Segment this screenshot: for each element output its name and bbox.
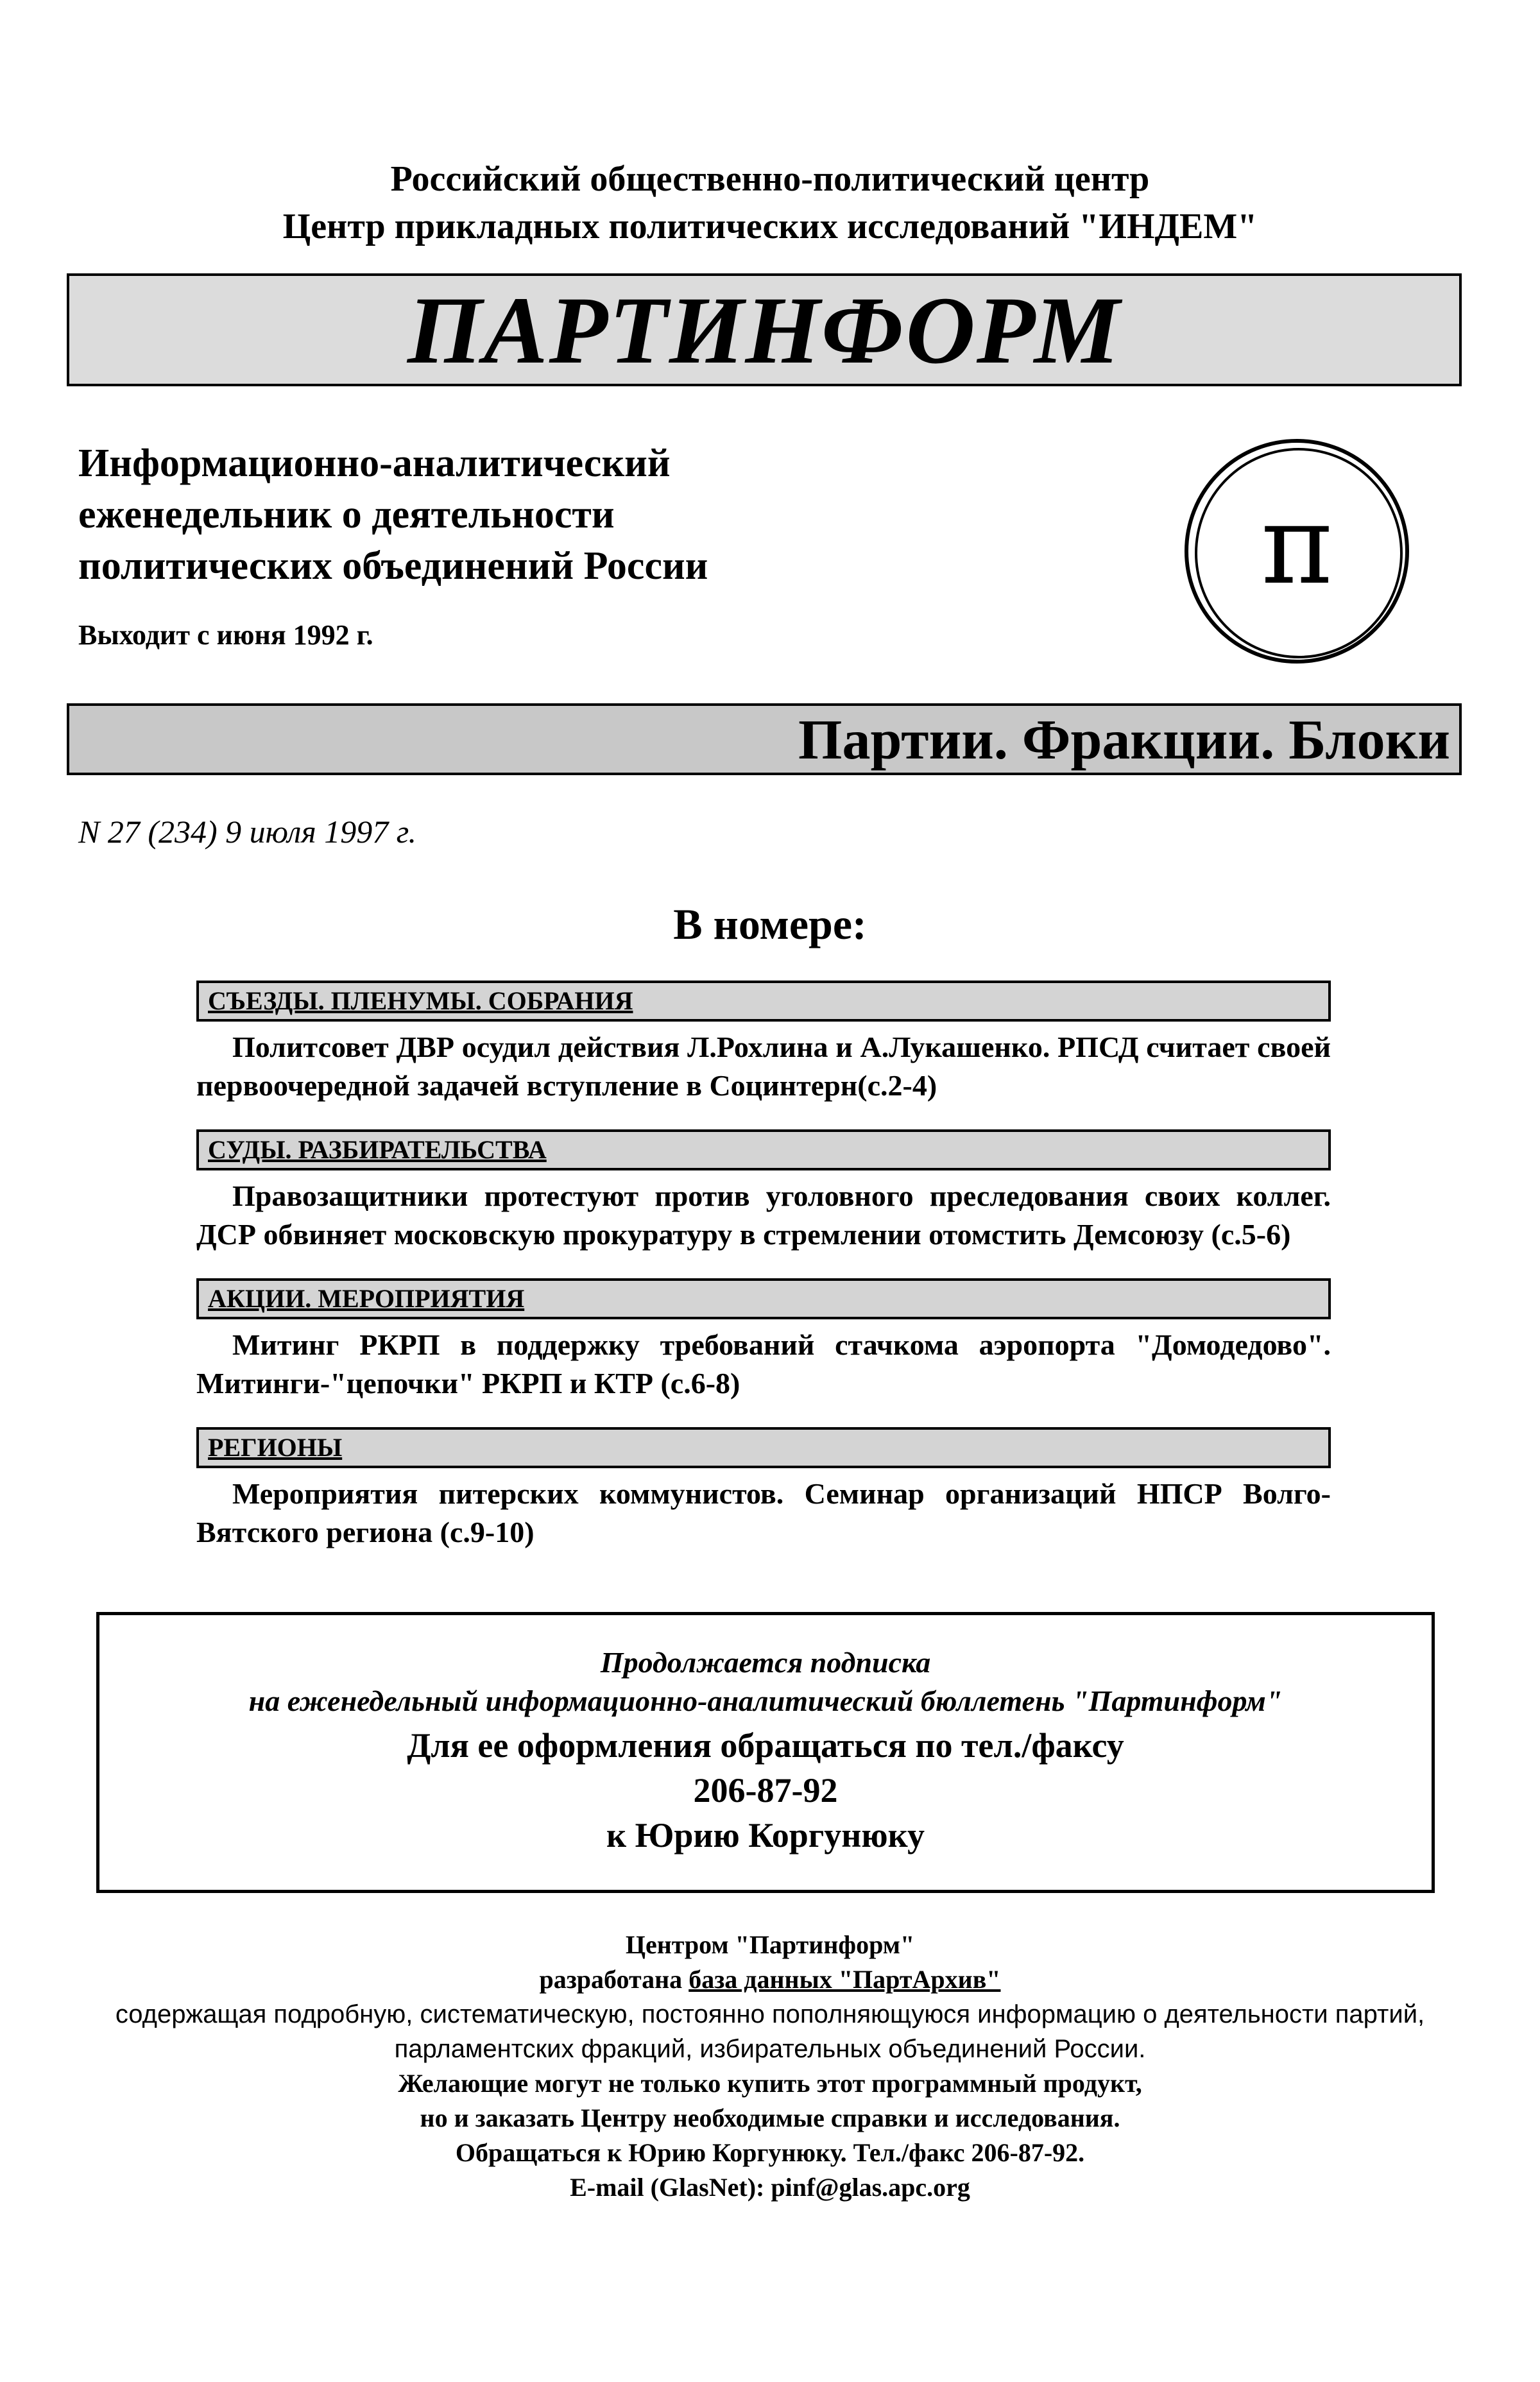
organization-header bbox=[0, 155, 1540, 250]
rubric-header bbox=[196, 1278, 1331, 1319]
footer-text: разработана bbox=[539, 1965, 689, 1994]
subscription-phone: 206-87-92 bbox=[693, 1771, 838, 1810]
subscription-notice: Продолжается подписка bbox=[600, 1646, 931, 1679]
contents-rubric bbox=[196, 1278, 1331, 1403]
contents-rubric bbox=[196, 1129, 1331, 1254]
rubric-title: РЕГИОНЫ bbox=[208, 1433, 343, 1462]
pi-icon: π bbox=[1261, 482, 1333, 609]
description-line: Информационно-аналитический bbox=[78, 441, 671, 485]
database-link[interactable]: база данных "ПартАрхив" bbox=[689, 1965, 1001, 1994]
pi-logo bbox=[1179, 434, 1414, 669]
title-banner bbox=[67, 273, 1462, 386]
publication-since: Выходит с июня 1992 г. bbox=[78, 619, 373, 651]
footer-line: Желающие могут не только купить этот программный продукт, bbox=[398, 2069, 1142, 2098]
rubric-header bbox=[196, 981, 1331, 1022]
subscription-box bbox=[96, 1612, 1435, 1893]
footer-line: Обращаться к Юрию Коргунюку. Тел./факс 206-87-92. bbox=[455, 2138, 1085, 2167]
rubric-summary: Правозащитники протестуют против уголовного преследования своих коллег. ДСР обвиняет московскую прокуратуру в стремлении отомстить Демсоюзу (с.5-6) bbox=[196, 1179, 1331, 1251]
footer-email: E-mail (GlasNet): pinf@glas.apc.org bbox=[570, 2173, 970, 2202]
footer-line bbox=[0, 1962, 1540, 1997]
publication-title: ПАРТИНФОРМ bbox=[407, 277, 1122, 384]
rubric-summary: Мероприятия питерских коммунистов. Семинар организаций НПСР Волго-Вятского региона (с.9-10) bbox=[196, 1477, 1331, 1548]
contents-heading: В номере: bbox=[673, 900, 867, 948]
rubric-title: СУДЫ. РАЗБИРАТЕЛЬСТВА bbox=[208, 1135, 547, 1164]
description-line: еженедельник о деятельности bbox=[78, 493, 615, 536]
rubric-title: СЪЕЗДЫ. ПЛЕНУМЫ. СОБРАНИЯ bbox=[208, 986, 633, 1015]
organization-name: Российский общественно-политический центр bbox=[390, 159, 1150, 199]
rubric-header bbox=[196, 1427, 1331, 1468]
footer-line: но и заказать Центру необходимые справки и исследования. bbox=[420, 2104, 1120, 2132]
footer-line: Центром "Партинформ" bbox=[625, 1930, 915, 1959]
description-line: политических объединений России bbox=[78, 544, 708, 588]
contents-rubric bbox=[196, 981, 1331, 1105]
section-banner bbox=[67, 703, 1462, 775]
subscription-bulletin: на еженедельный информационно-аналитический бюллетень "Партинформ" bbox=[248, 1684, 1283, 1717]
publication-description bbox=[78, 438, 1041, 592]
footer-line: парламентских фракций, избирательных объединений России. bbox=[394, 2035, 1146, 2063]
rubric-summary: Митинг РКРП в поддержку требований стачкома аэропорта "Домодедово". Митинги-"цепочки" РКРП и КТР (с.6-8) bbox=[196, 1328, 1331, 1400]
rubric-summary: Политсовет ДВР осудил действия Л.Рохлина и А.Лукашенко. РПСД считает своей первоочередной задачей вступление в Социнтерн(с.2-4) bbox=[196, 1031, 1331, 1102]
footer-line: содержащая подробную, систематическую, постоянно пополняющуюся информацию о деятельности партий, bbox=[115, 2000, 1425, 2028]
subscription-contact-person: к Юрию Коргунюку bbox=[606, 1816, 925, 1855]
center-name: Центр прикладных политических исследований "ИНДЕМ" bbox=[282, 207, 1258, 246]
subscription-contact-label: Для ее оформления обращаться по тел./факсу bbox=[407, 1726, 1124, 1765]
issue-number-date: N 27 (234) 9 июля 1997 г. bbox=[78, 814, 417, 850]
rubric-header bbox=[196, 1129, 1331, 1170]
section-title: Партии. Фракции. Блоки bbox=[798, 709, 1450, 771]
rubric-title: АКЦИИ. МЕРОПРИЯТИЯ bbox=[208, 1284, 525, 1313]
database-footer bbox=[0, 1928, 1540, 2205]
contents-rubric bbox=[196, 1427, 1331, 1552]
